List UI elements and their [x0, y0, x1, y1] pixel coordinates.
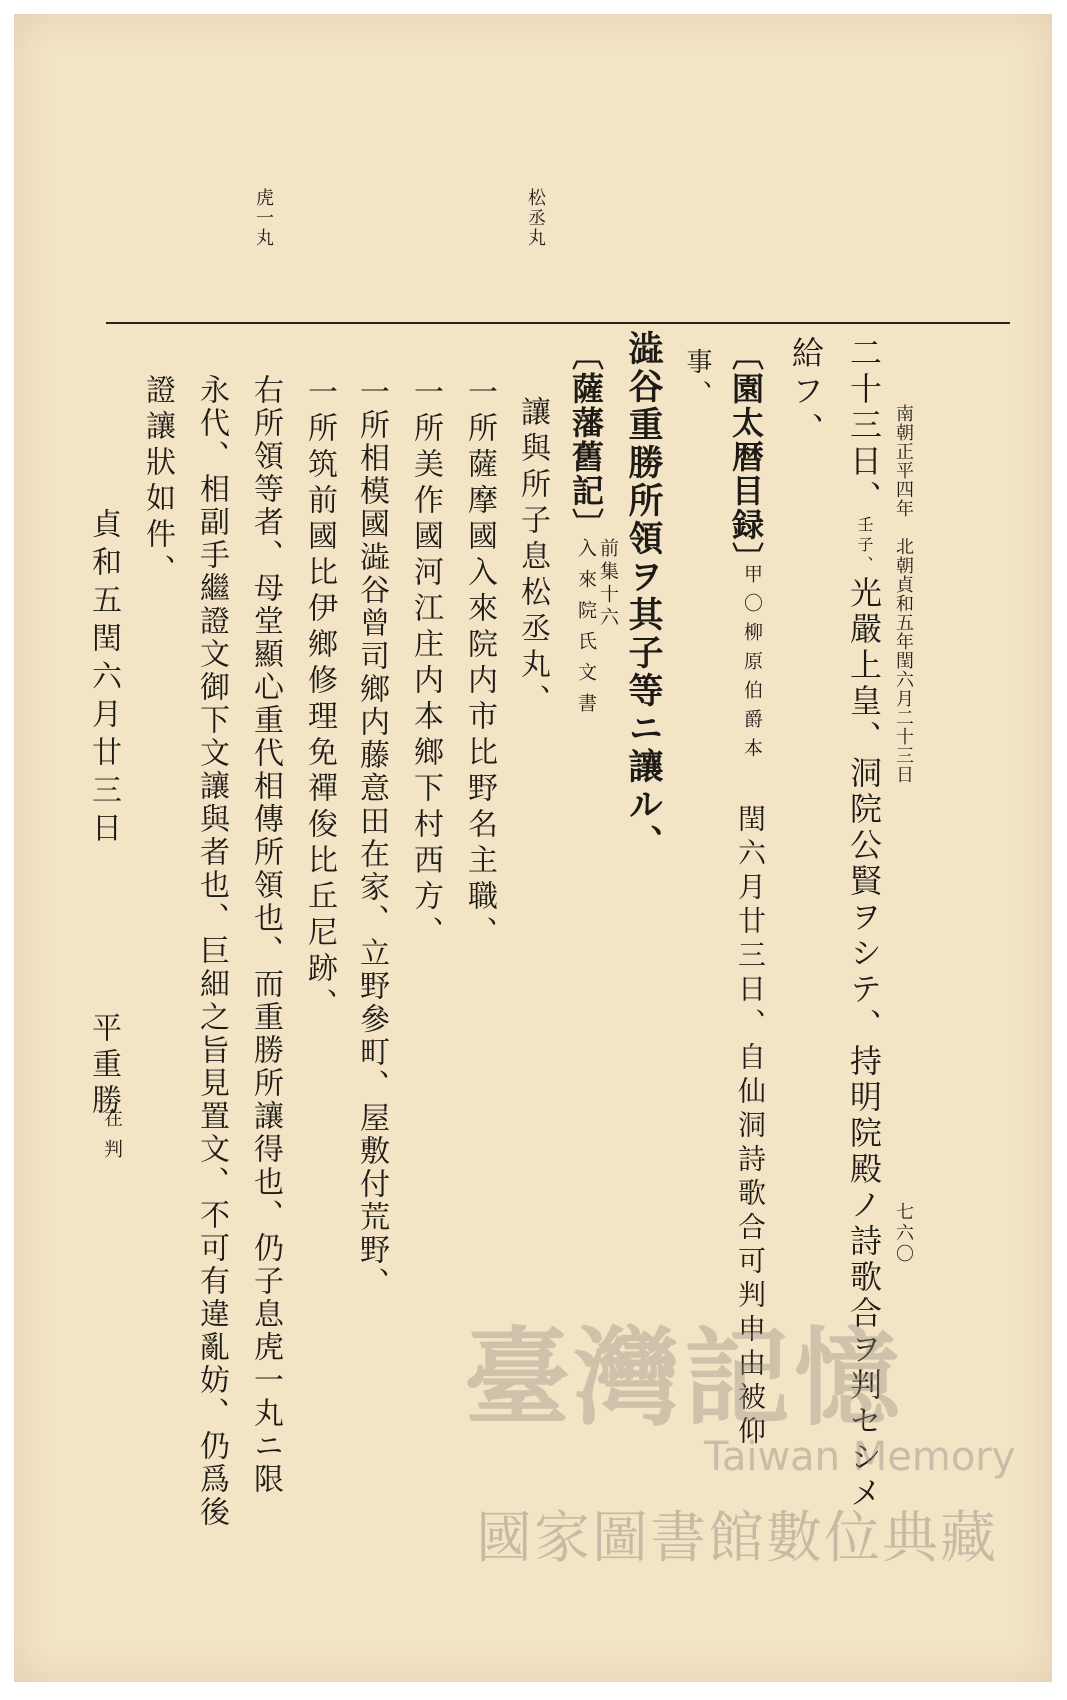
doc-line-3: 一所美作國河江庄内本鄉下村西方、	[408, 376, 443, 952]
page-number: 七六〇	[893, 1202, 914, 1265]
entry-2: 澁谷重勝所領ヲ其子等ニ讓ル、	[623, 330, 664, 862]
doc-line-1: 讓與所子息松丞丸、	[515, 396, 550, 720]
signer-mark: 在判	[101, 1108, 123, 1170]
source-2-title: 〔薩藩舊記〕	[567, 338, 605, 542]
doc-line-8: 證讓狀如件、	[140, 374, 175, 590]
source-1-note: 甲〇柳原伯爵本	[741, 564, 763, 767]
document-date: 貞和五閏六月廿三日	[86, 508, 121, 850]
source-1-text: 閏六月廿三日、自仙洞詩歌合可判申由被仰	[734, 804, 767, 1450]
watermark-taiwan-memory-chinese: 臺灣記憶	[464, 1315, 904, 1440]
doc-line-7: 永代、相副手繼證文御下文讓與者也、巨細之旨見置文、不可有違亂妨、仍爲後	[194, 374, 229, 1529]
entry-line-1: 二十三日、壬子、光嚴上皇、洞院公賢ヲシテ、持明院殿ノ詩歌合ヲ判セシメ	[845, 336, 883, 1512]
entry-line-1-small: 壬子、	[855, 516, 874, 576]
top-label-2: 虎一丸	[253, 188, 274, 248]
top-label-1: 松丞丸	[525, 188, 546, 248]
doc-line-6: 右所領等者、母堂顯心重代相傳所領也、而重勝所讓得也、仍子息虎一丸ニ限	[248, 374, 283, 1496]
document-page	[14, 14, 1052, 1682]
watermark-taiwan-memory-english: Taiwan Memory	[704, 1434, 1016, 1480]
signer-name: 平重勝	[86, 1012, 121, 1120]
watermark-national-library: 國家圖書館數位典藏	[476, 1506, 998, 1571]
source-2-note-1: 前集十六	[597, 538, 619, 630]
horizontal-rule	[106, 322, 1010, 324]
doc-line-4: 一所相模國澁谷曾司鄉内藤意田在家、立野參町、屋敷付荒野、	[354, 376, 389, 1300]
source-2-note-2: 入來院氏文書	[575, 538, 597, 724]
entry-line-2: 給フ、	[787, 336, 825, 450]
doc-line-2: 一所薩摩國入來院内市比野名主職、	[462, 376, 497, 952]
running-title: 南朝正平四年 北朝貞和五年閏六月二十三日	[893, 404, 914, 784]
source-1-title: 〔園太暦目録〕	[727, 338, 765, 576]
doc-line-5: 一所筑前國比伊鄉修理免禪俊比丘尼跡、	[302, 376, 337, 1024]
source-1-tail: 事、	[682, 348, 712, 412]
